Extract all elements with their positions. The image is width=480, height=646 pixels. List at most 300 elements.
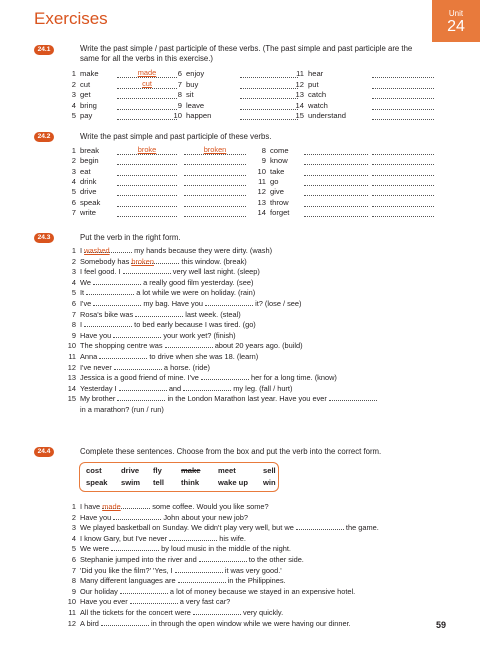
sentence-line bbox=[66, 598, 230, 605]
sentence-text: I know Gary, but I've never bbox=[80, 533, 170, 543]
item-number: 9 bbox=[261, 156, 266, 166]
verb-text: happen bbox=[186, 111, 212, 120]
verb-text: eat bbox=[80, 166, 91, 176]
verb-text: get bbox=[80, 90, 91, 99]
page-title: Exercises bbox=[34, 9, 108, 28]
sentence-line bbox=[66, 353, 258, 360]
verb-row bbox=[66, 70, 99, 78]
sentence-text: my leg. (fall / hurt) bbox=[231, 383, 293, 393]
verb-text: cut bbox=[80, 79, 91, 89]
sentence-line bbox=[66, 395, 377, 402]
verb-row bbox=[66, 91, 91, 99]
answer-blank[interactable] bbox=[101, 620, 149, 626]
verb-row bbox=[66, 199, 100, 207]
item-number: 1 bbox=[71, 146, 76, 155]
exercise-instruction: Complete these sentences. Choose from the box and put the verb into the correct form. bbox=[80, 447, 382, 456]
verb-text: drink bbox=[80, 176, 97, 186]
item-number: 3 bbox=[71, 90, 76, 99]
item-number: 8 bbox=[71, 320, 76, 330]
sentence-text: in the London Marathon last year. Have you ever bbox=[165, 394, 329, 404]
sentence-text: We played basketball on Sunday. We didn't play very well, but we bbox=[80, 523, 296, 533]
item-number: 5 bbox=[71, 111, 76, 120]
item-number: 8 bbox=[261, 146, 266, 155]
answer-blank[interactable] bbox=[240, 81, 298, 89]
answer-blank[interactable] bbox=[240, 70, 298, 78]
answer-blank[interactable] bbox=[123, 268, 171, 274]
sentence-text: very well last night. (sleep) bbox=[170, 267, 260, 277]
verb-text: throw bbox=[270, 197, 289, 207]
verb-text: give bbox=[270, 187, 284, 197]
verb-row bbox=[256, 157, 288, 165]
sentence-line bbox=[66, 567, 282, 574]
answer-blank[interactable] bbox=[113, 514, 161, 520]
verb-row bbox=[256, 209, 289, 217]
verb-row bbox=[66, 81, 90, 89]
item-number: 4 bbox=[71, 533, 76, 543]
verb-row bbox=[256, 199, 289, 207]
item-number: 11 bbox=[296, 69, 304, 78]
verb-text: take bbox=[270, 166, 285, 176]
sentence-text: Anna bbox=[80, 352, 100, 361]
answer-blank[interactable] bbox=[120, 588, 168, 594]
item-number: 1 bbox=[71, 69, 76, 78]
answer-blank[interactable] bbox=[86, 289, 134, 295]
item-number: 11 bbox=[68, 608, 76, 617]
item-number: 4 bbox=[71, 277, 76, 287]
sentence-text: a horse. (ride) bbox=[161, 362, 210, 372]
box-word: think bbox=[181, 478, 200, 487]
sentence-text: to bed early because I was tired. (go) bbox=[132, 320, 256, 330]
sentence-line bbox=[66, 620, 351, 627]
sentence-text: and bbox=[166, 383, 184, 393]
verb-text: buy bbox=[186, 79, 199, 89]
sentence-line bbox=[66, 535, 246, 542]
sentence-text: in the Philippines. bbox=[225, 576, 286, 586]
sentence-text: in through the open window while we were having our dinner. bbox=[148, 618, 351, 628]
verb-row bbox=[256, 188, 284, 196]
verb-row bbox=[66, 147, 99, 155]
item-number: 12 bbox=[67, 618, 76, 628]
sentence-line bbox=[66, 514, 248, 521]
answer-blank[interactable] bbox=[131, 258, 179, 264]
sentence-text: Jessica is a good friend of mine. I've bbox=[80, 373, 201, 383]
answer-blank[interactable] bbox=[93, 300, 141, 306]
answer-blank[interactable] bbox=[184, 199, 246, 207]
instruction-line: same for all the verbs in this exercise.) bbox=[80, 54, 214, 63]
sentence-text: I bbox=[80, 246, 85, 255]
sentence-text: last week. (steal) bbox=[183, 309, 241, 319]
answer-blank[interactable] bbox=[372, 112, 434, 120]
verb-row bbox=[66, 168, 91, 176]
sentence-text: I've never bbox=[80, 362, 114, 372]
sentence-line bbox=[66, 374, 337, 381]
verb-text: pay bbox=[80, 111, 93, 120]
verb-text: write bbox=[80, 207, 97, 217]
answer-blank[interactable] bbox=[304, 188, 368, 196]
item-number: 14 bbox=[295, 100, 304, 110]
verb-text: catch bbox=[308, 90, 327, 99]
sentence-text: a really good film yesterday. (see) bbox=[141, 277, 254, 287]
answer-text: broken bbox=[203, 145, 227, 154]
answer-blank[interactable] bbox=[184, 188, 246, 196]
item-number: 5 bbox=[71, 187, 76, 197]
item-number: 15 bbox=[295, 111, 304, 120]
answer-blank[interactable] bbox=[201, 374, 249, 380]
item-number: 15 bbox=[67, 394, 76, 404]
sentence-text: My brother bbox=[80, 394, 118, 404]
sentence-line bbox=[66, 556, 304, 563]
item-number: 10 bbox=[257, 166, 266, 176]
sentence-text: 'Did you like the film?' 'Yes, I bbox=[80, 565, 175, 575]
item-number: 6 bbox=[71, 299, 76, 308]
item-number: 1 bbox=[71, 502, 76, 511]
verb-text: come bbox=[270, 146, 289, 155]
verb-row bbox=[66, 157, 99, 165]
item-number: 9 bbox=[177, 100, 182, 110]
sentence-text: Have you bbox=[80, 512, 114, 522]
item-number: 6 bbox=[177, 69, 182, 78]
item-number: 1 bbox=[71, 246, 76, 255]
sentence-line bbox=[66, 577, 286, 584]
item-number: 14 bbox=[257, 207, 266, 217]
sentence-text: your work yet? (finish) bbox=[161, 330, 236, 340]
verb-text: speak bbox=[80, 197, 101, 207]
sentence-line bbox=[66, 279, 253, 286]
sentence-text: We bbox=[80, 277, 94, 287]
answer-blank[interactable] bbox=[205, 300, 253, 306]
verb-row bbox=[256, 178, 278, 186]
sentence-text: I've bbox=[80, 299, 94, 308]
item-number: 2 bbox=[71, 156, 76, 166]
sentence-text: All the tickets for the concert were bbox=[80, 608, 193, 617]
box-word: speak bbox=[86, 478, 108, 487]
verb-text: drive bbox=[80, 187, 97, 197]
answer-blank[interactable] bbox=[117, 91, 177, 99]
answer-blank[interactable] bbox=[113, 332, 161, 338]
exercise-instruction bbox=[80, 44, 470, 64]
item-number: 14 bbox=[67, 383, 76, 393]
exercise-badge: 24.4 bbox=[34, 447, 54, 457]
item-number: 7 bbox=[71, 565, 76, 575]
answer-blank[interactable] bbox=[111, 545, 159, 551]
sentence-text: this window. (break) bbox=[179, 256, 247, 266]
answer-blank[interactable] bbox=[117, 102, 177, 110]
item-number: 12 bbox=[67, 362, 76, 372]
box-word: swim bbox=[121, 478, 140, 487]
answer-blank[interactable] bbox=[304, 178, 368, 186]
item-number: 4 bbox=[71, 176, 76, 186]
sentence-text: We were bbox=[80, 544, 112, 554]
verb-row bbox=[66, 102, 97, 110]
sentence-line bbox=[66, 247, 272, 254]
answer-blank[interactable] bbox=[114, 364, 162, 370]
answer-blank[interactable] bbox=[117, 395, 165, 401]
answer-blank[interactable] bbox=[184, 168, 246, 176]
answer-blank[interactable] bbox=[84, 321, 132, 327]
answer-text: washed bbox=[84, 246, 110, 255]
sentence-text: very quickly. bbox=[240, 608, 284, 617]
sentence-text: Our holiday bbox=[80, 586, 120, 596]
item-number: 7 bbox=[177, 79, 182, 89]
answer-blank[interactable] bbox=[165, 342, 213, 348]
box-word: cost bbox=[86, 466, 102, 475]
verb-text: forget bbox=[270, 207, 290, 217]
sentence-line bbox=[66, 311, 241, 318]
sentence-text: Have you ever bbox=[80, 597, 130, 607]
answer-text: made bbox=[137, 68, 157, 77]
verb-row bbox=[256, 147, 289, 155]
item-number: 10 bbox=[67, 597, 76, 607]
answer-blank[interactable] bbox=[184, 178, 246, 186]
item-number: 9 bbox=[71, 330, 76, 340]
answer-blank[interactable] bbox=[117, 157, 177, 165]
sentence-text: Rosa's bike was bbox=[80, 309, 136, 319]
verb-text: sit bbox=[186, 90, 194, 99]
answer-blank[interactable] bbox=[84, 247, 132, 253]
word-box bbox=[79, 462, 279, 492]
unit-number: 24 bbox=[447, 18, 465, 35]
verb-text: leave bbox=[186, 100, 205, 110]
item-number: 6 bbox=[71, 197, 76, 207]
item-number: 8 bbox=[71, 576, 76, 586]
item-number: 9 bbox=[71, 586, 76, 596]
verb-row bbox=[294, 81, 319, 89]
answer-text: broken bbox=[131, 256, 154, 266]
sentence-text: it was very good.' bbox=[222, 565, 282, 575]
answer-blank[interactable] bbox=[183, 385, 231, 391]
answer-blank[interactable] bbox=[240, 112, 298, 120]
sentence-text: some coffee. Would you like some? bbox=[150, 502, 269, 511]
item-number: 6 bbox=[71, 555, 76, 564]
exercise-instruction: Write the past simple and past participle of these verbs. bbox=[80, 132, 272, 141]
page-number: 59 bbox=[435, 620, 446, 630]
item-number: 12 bbox=[295, 79, 304, 89]
sentence-line bbox=[66, 268, 260, 275]
box-word: tell bbox=[153, 478, 164, 487]
answer-blank[interactable] bbox=[304, 147, 368, 155]
sentence-text: I have bbox=[80, 502, 103, 511]
answer-blank[interactable] bbox=[304, 199, 368, 207]
item-number: 3 bbox=[71, 166, 76, 176]
item-number: 2 bbox=[71, 79, 76, 89]
answer-blank[interactable] bbox=[372, 157, 434, 165]
answer-blank[interactable] bbox=[130, 598, 178, 604]
sentence-line bbox=[66, 321, 256, 328]
answer-blank[interactable] bbox=[117, 199, 177, 207]
sentence-line bbox=[66, 364, 210, 371]
verb-text: make bbox=[80, 69, 99, 78]
answer-blank[interactable] bbox=[99, 353, 147, 359]
answer-blank[interactable] bbox=[178, 577, 226, 583]
answer-blank[interactable] bbox=[304, 157, 368, 165]
answer-text: made bbox=[102, 502, 121, 511]
answer-blank[interactable] bbox=[175, 567, 223, 573]
item-number: 5 bbox=[71, 544, 76, 554]
verb-text: enjoy bbox=[186, 69, 205, 78]
unit-tab bbox=[432, 0, 480, 42]
sentence-line bbox=[66, 385, 292, 392]
answer-blank[interactable] bbox=[372, 209, 434, 217]
box-word: win bbox=[263, 478, 276, 487]
instruction-line: Write the past simple / past participle of these verbs. (The past simple and past participle are the bbox=[80, 44, 413, 53]
sentence-text: Somebody has bbox=[80, 256, 132, 266]
item-number: 2 bbox=[71, 256, 76, 266]
verb-text: hear bbox=[308, 69, 324, 78]
verb-text: go bbox=[270, 176, 279, 186]
item-number: 11 bbox=[68, 352, 76, 361]
item-number: 10 bbox=[67, 341, 76, 351]
verb-row bbox=[294, 112, 346, 120]
unit-label: Unit bbox=[448, 9, 464, 18]
sentence-text: Stephanie jumped into the river and bbox=[80, 555, 199, 564]
sentence-text: to the other side. bbox=[246, 555, 304, 564]
item-number: 3 bbox=[71, 523, 76, 533]
verb-row bbox=[66, 209, 96, 217]
sentence-text: A bird bbox=[80, 618, 101, 628]
verb-row bbox=[172, 102, 204, 110]
answer-blank[interactable] bbox=[304, 209, 368, 217]
verb-row bbox=[66, 112, 92, 120]
answer-blank[interactable] bbox=[117, 168, 177, 176]
sentence-text: his wife. bbox=[217, 533, 246, 543]
verb-row bbox=[256, 168, 284, 176]
verb-row bbox=[294, 102, 328, 110]
verb-row bbox=[172, 91, 194, 99]
exercise-badge: 24.1 bbox=[34, 45, 54, 55]
sentence-text: my bag. Have you bbox=[141, 299, 206, 308]
sentence-text: a lot while we were on holiday. (rain) bbox=[134, 288, 256, 298]
sentence-line bbox=[66, 524, 379, 531]
answer-blank[interactable] bbox=[169, 535, 217, 541]
answer-blank[interactable] bbox=[372, 81, 434, 89]
answer-blank[interactable] bbox=[329, 395, 377, 401]
answer-blank[interactable] bbox=[184, 209, 246, 217]
verb-row bbox=[66, 178, 96, 186]
answer-blank[interactable] bbox=[184, 157, 246, 165]
sentence-text: It bbox=[80, 288, 87, 298]
item-number: 2 bbox=[71, 512, 76, 522]
verb-text: know bbox=[270, 156, 288, 166]
sentence-text: my hands because they were dirty. (wash) bbox=[132, 246, 273, 255]
item-number: 5 bbox=[71, 288, 76, 298]
answer-blank[interactable] bbox=[117, 178, 177, 186]
box-word: fly bbox=[153, 466, 162, 475]
exercise-instruction: Put the verb in the right form. bbox=[80, 233, 181, 242]
item-number: 7 bbox=[71, 309, 76, 319]
sentence-text: Have you bbox=[80, 330, 114, 340]
answer-blank[interactable] bbox=[199, 556, 247, 562]
sentence-text: her for a long time. (know) bbox=[248, 373, 337, 383]
sentence-text: it? (lose / see) bbox=[253, 299, 302, 308]
sentence-text: Many different languages are bbox=[80, 576, 178, 586]
sentence-line bbox=[66, 342, 303, 349]
sentence-text: The shopping centre was bbox=[80, 341, 165, 351]
verb-text: understand bbox=[308, 111, 346, 120]
answer-blank[interactable] bbox=[372, 178, 434, 186]
answer-blank[interactable] bbox=[117, 112, 177, 120]
box-word: wake up bbox=[218, 478, 248, 487]
sentence-line bbox=[66, 258, 247, 265]
item-number: 4 bbox=[71, 100, 76, 110]
answer-blank[interactable] bbox=[119, 385, 167, 391]
answer-blank[interactable] bbox=[372, 168, 434, 176]
sentence-continuation: in a marathon? (run / run) bbox=[80, 405, 164, 414]
answer-text: broke bbox=[137, 145, 157, 154]
answer-blank[interactable] bbox=[372, 70, 434, 78]
item-number: 8 bbox=[177, 90, 182, 99]
answer-text: cut bbox=[142, 78, 152, 88]
item-number: 11 bbox=[258, 176, 266, 186]
sentence-text: Yesterday I bbox=[80, 383, 119, 393]
item-number: 13 bbox=[295, 90, 304, 99]
verb-row bbox=[66, 188, 96, 196]
sentence-text: a lot of money because we stayed in an expensive hotel. bbox=[167, 586, 356, 596]
box-word: meet bbox=[218, 466, 236, 475]
sentence-text: by loud music in the middle of the night. bbox=[159, 544, 291, 554]
verb-row bbox=[172, 81, 198, 89]
answer-blank[interactable] bbox=[304, 168, 368, 176]
sentence-text: the game. bbox=[343, 523, 379, 533]
sentence-line bbox=[66, 588, 355, 595]
sentence-line bbox=[66, 332, 236, 339]
sentence-line bbox=[66, 289, 255, 296]
verb-row bbox=[294, 91, 326, 99]
item-number: 13 bbox=[257, 197, 266, 207]
answer-blank[interactable] bbox=[102, 503, 150, 509]
answer-blank[interactable] bbox=[93, 279, 141, 285]
sentence-text: John about your new job? bbox=[161, 512, 248, 522]
item-number: 12 bbox=[257, 187, 266, 197]
answer-blank[interactable] bbox=[135, 311, 183, 317]
sentence-line bbox=[66, 545, 291, 552]
item-number: 13 bbox=[67, 373, 76, 383]
answer-blank[interactable] bbox=[372, 188, 434, 196]
answer-blank[interactable] bbox=[117, 188, 177, 196]
answer-blank[interactable] bbox=[372, 147, 434, 155]
verb-text: break bbox=[80, 146, 99, 155]
sentence-text: about 20 years ago. (build) bbox=[212, 341, 303, 351]
answer-blank[interactable] bbox=[240, 102, 298, 110]
exercise-badge: 24.2 bbox=[34, 132, 54, 142]
answer-blank[interactable] bbox=[372, 91, 434, 99]
sentence-line bbox=[66, 503, 269, 510]
box-word: drive bbox=[121, 466, 140, 475]
exercise-badge: 24.3 bbox=[34, 233, 54, 243]
box-word: make bbox=[181, 466, 201, 475]
sentence-line bbox=[66, 300, 301, 307]
verb-text: watch bbox=[308, 100, 328, 110]
sentence-text: I bbox=[80, 320, 85, 330]
verb-text: bring bbox=[80, 100, 97, 110]
item-number: 10 bbox=[173, 111, 182, 120]
sentence-text: a very fast car? bbox=[177, 597, 231, 607]
verb-row bbox=[172, 112, 211, 120]
box-word: sell bbox=[263, 466, 276, 475]
verb-row bbox=[172, 70, 204, 78]
verb-text: begin bbox=[80, 156, 99, 166]
sentence-line bbox=[66, 609, 283, 616]
answer-blank[interactable] bbox=[372, 102, 434, 110]
item-number: 3 bbox=[71, 267, 76, 277]
answer-blank[interactable] bbox=[193, 609, 241, 615]
answer-blank[interactable] bbox=[117, 209, 177, 217]
verb-text: put bbox=[308, 79, 319, 89]
answer-blank[interactable] bbox=[372, 199, 434, 207]
answer-blank[interactable] bbox=[240, 91, 298, 99]
sentence-text: I feel good. I bbox=[80, 267, 123, 277]
verb-row bbox=[294, 70, 323, 78]
answer-blank[interactable] bbox=[296, 524, 344, 530]
